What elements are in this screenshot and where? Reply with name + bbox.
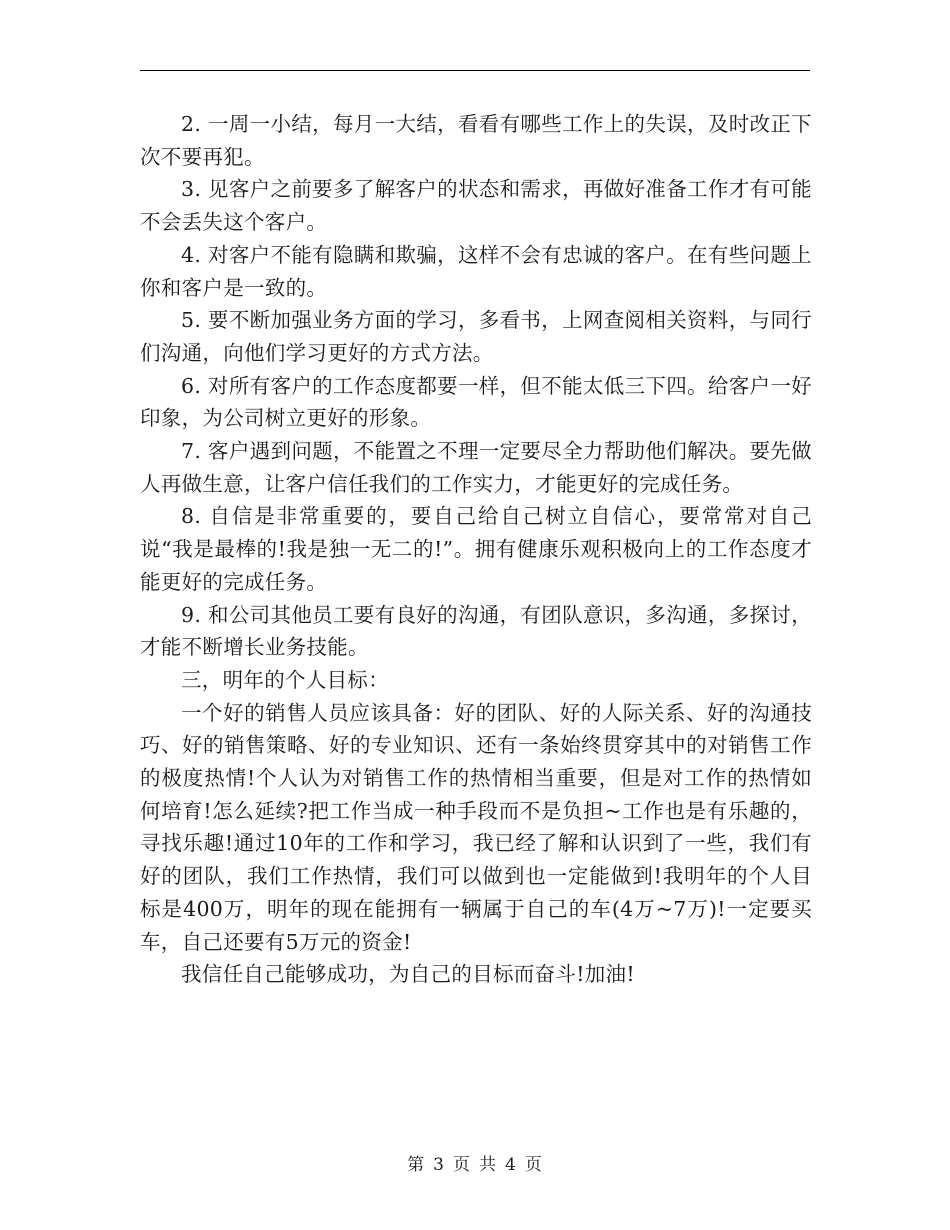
paragraph-item-5: 5. 要不断加强业务方面的学习，多看书，上网查阅相关资料，与同行们沟通，向他们学习更好的方式方法。 (140, 308, 812, 365)
paragraph-item-2: 2. 一周一小结，每月一大结，看看有哪些工作上的失误，及时改正下次不要再犯。 (140, 112, 812, 169)
footer-total-word: 共 (479, 1155, 497, 1175)
document-body (140, 108, 812, 991)
header-rule (140, 70, 810, 71)
paragraph-item-4: 4. 对客户不能有隐瞒和欺骗，这样不会有忠诚的客户。在有些问题上你和客户是一致的。 (140, 242, 812, 300)
page-footer (0, 1150, 950, 1175)
footer-page-word: 页 (453, 1155, 471, 1175)
footer-suffix: 页 (524, 1155, 543, 1175)
footer-current-page: 3 (433, 1155, 445, 1175)
paragraph-item-7: 7. 客户遇到问题，不能置之不理一定要尽全力帮助他们解决。要先做人再做生意，让客户信任我们的工作实力，才能更好的完成任务。 (140, 439, 812, 496)
section-heading-goals: 三，明年的个人目标： (181, 667, 389, 692)
paragraph-item-9: 9. 和公司其他员工要有良好的沟通，有团队意识，多沟通，多探讨，才能不断增长业务技能。 (140, 602, 812, 660)
footer-total-pages: 4 (505, 1155, 517, 1175)
footer-prefix: 第 (407, 1155, 426, 1175)
paragraph-closing: 我信任自己能够成功，为自己的目标而奋斗!加油! (181, 962, 635, 987)
paragraph-goals-body: 一个好的销售人员应该具备：好的团队、好的人际关系、好的沟通技巧、好的销售策略、好的专业知识、还有一条始终贯穿其中的对销售工作的极度热情!个人认为对销售工作的热情相当重要，但是对工作的热情如何培育!怎么延续?把工作当成一种手段而不是负担~工作也是有乐趣的，寻找乐趣!通过10年的工作和学习，我已经了解和认识到了一些，我们有好的团队，我们工作热情，我们可以做到也一定能做到!我明年的个人目标是400万，明年的现在能拥有一辆属于自己的车(4万~7万)!一定要买车，自己还要有5万元的资金! (140, 700, 812, 954)
paragraph-item-6: 6. 对所有客户的工作态度都要一样，但不能太低三下四。给客户一好印象，为公司树立更好的形象。 (140, 373, 812, 431)
paragraph-item-8: 8. 自信是非常重要的，要自己给自己树立自信心，要常常对自己说“我是最棒的!我是独一无二的!”。拥有健康乐观积极向上的工作态度才能更好的完成任务。 (140, 504, 812, 594)
paragraph-item-3: 3. 见客户之前要多了解客户的状态和需求，再做好准备工作才有可能不会丢失这个客户。 (140, 177, 812, 235)
